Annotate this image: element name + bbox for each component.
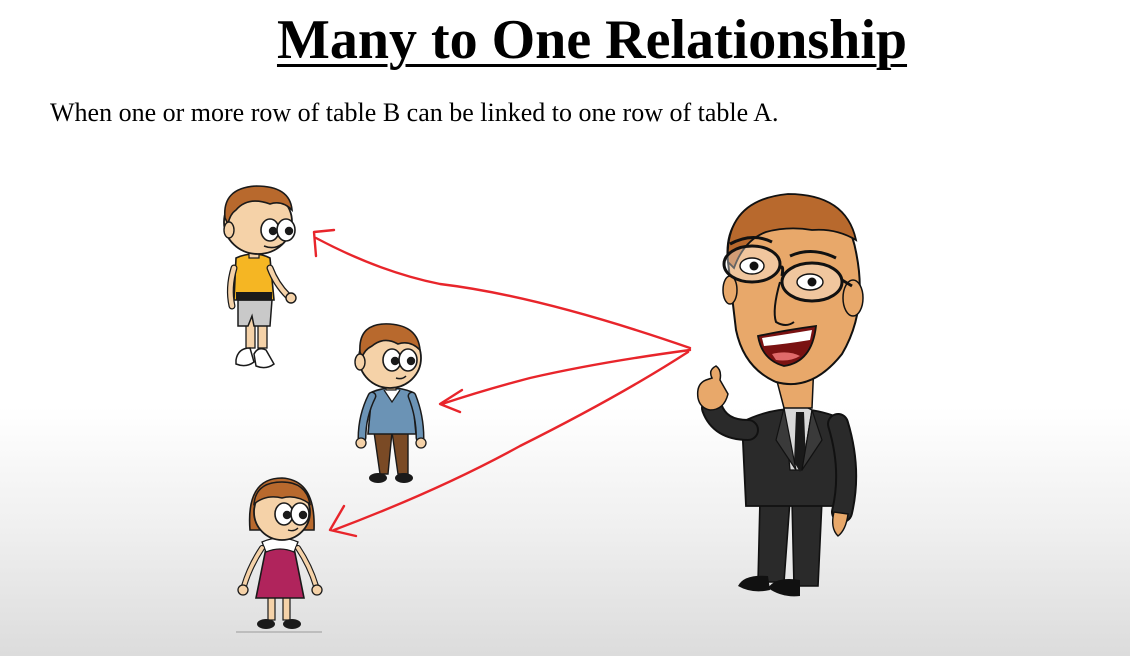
boy-yellow-shirt-icon	[224, 186, 296, 368]
boy-blue-sweater-icon	[355, 324, 426, 483]
arrow-to-boy-blue	[440, 350, 690, 412]
slide-description: When one or more row of table B can be linked to one row of table A.	[50, 98, 779, 127]
man-suit-icon	[698, 194, 863, 596]
girl-pink-dress-icon	[236, 478, 322, 632]
slide-title: Many to One Relationship	[276, 9, 908, 71]
relationship-arrows	[314, 230, 690, 536]
